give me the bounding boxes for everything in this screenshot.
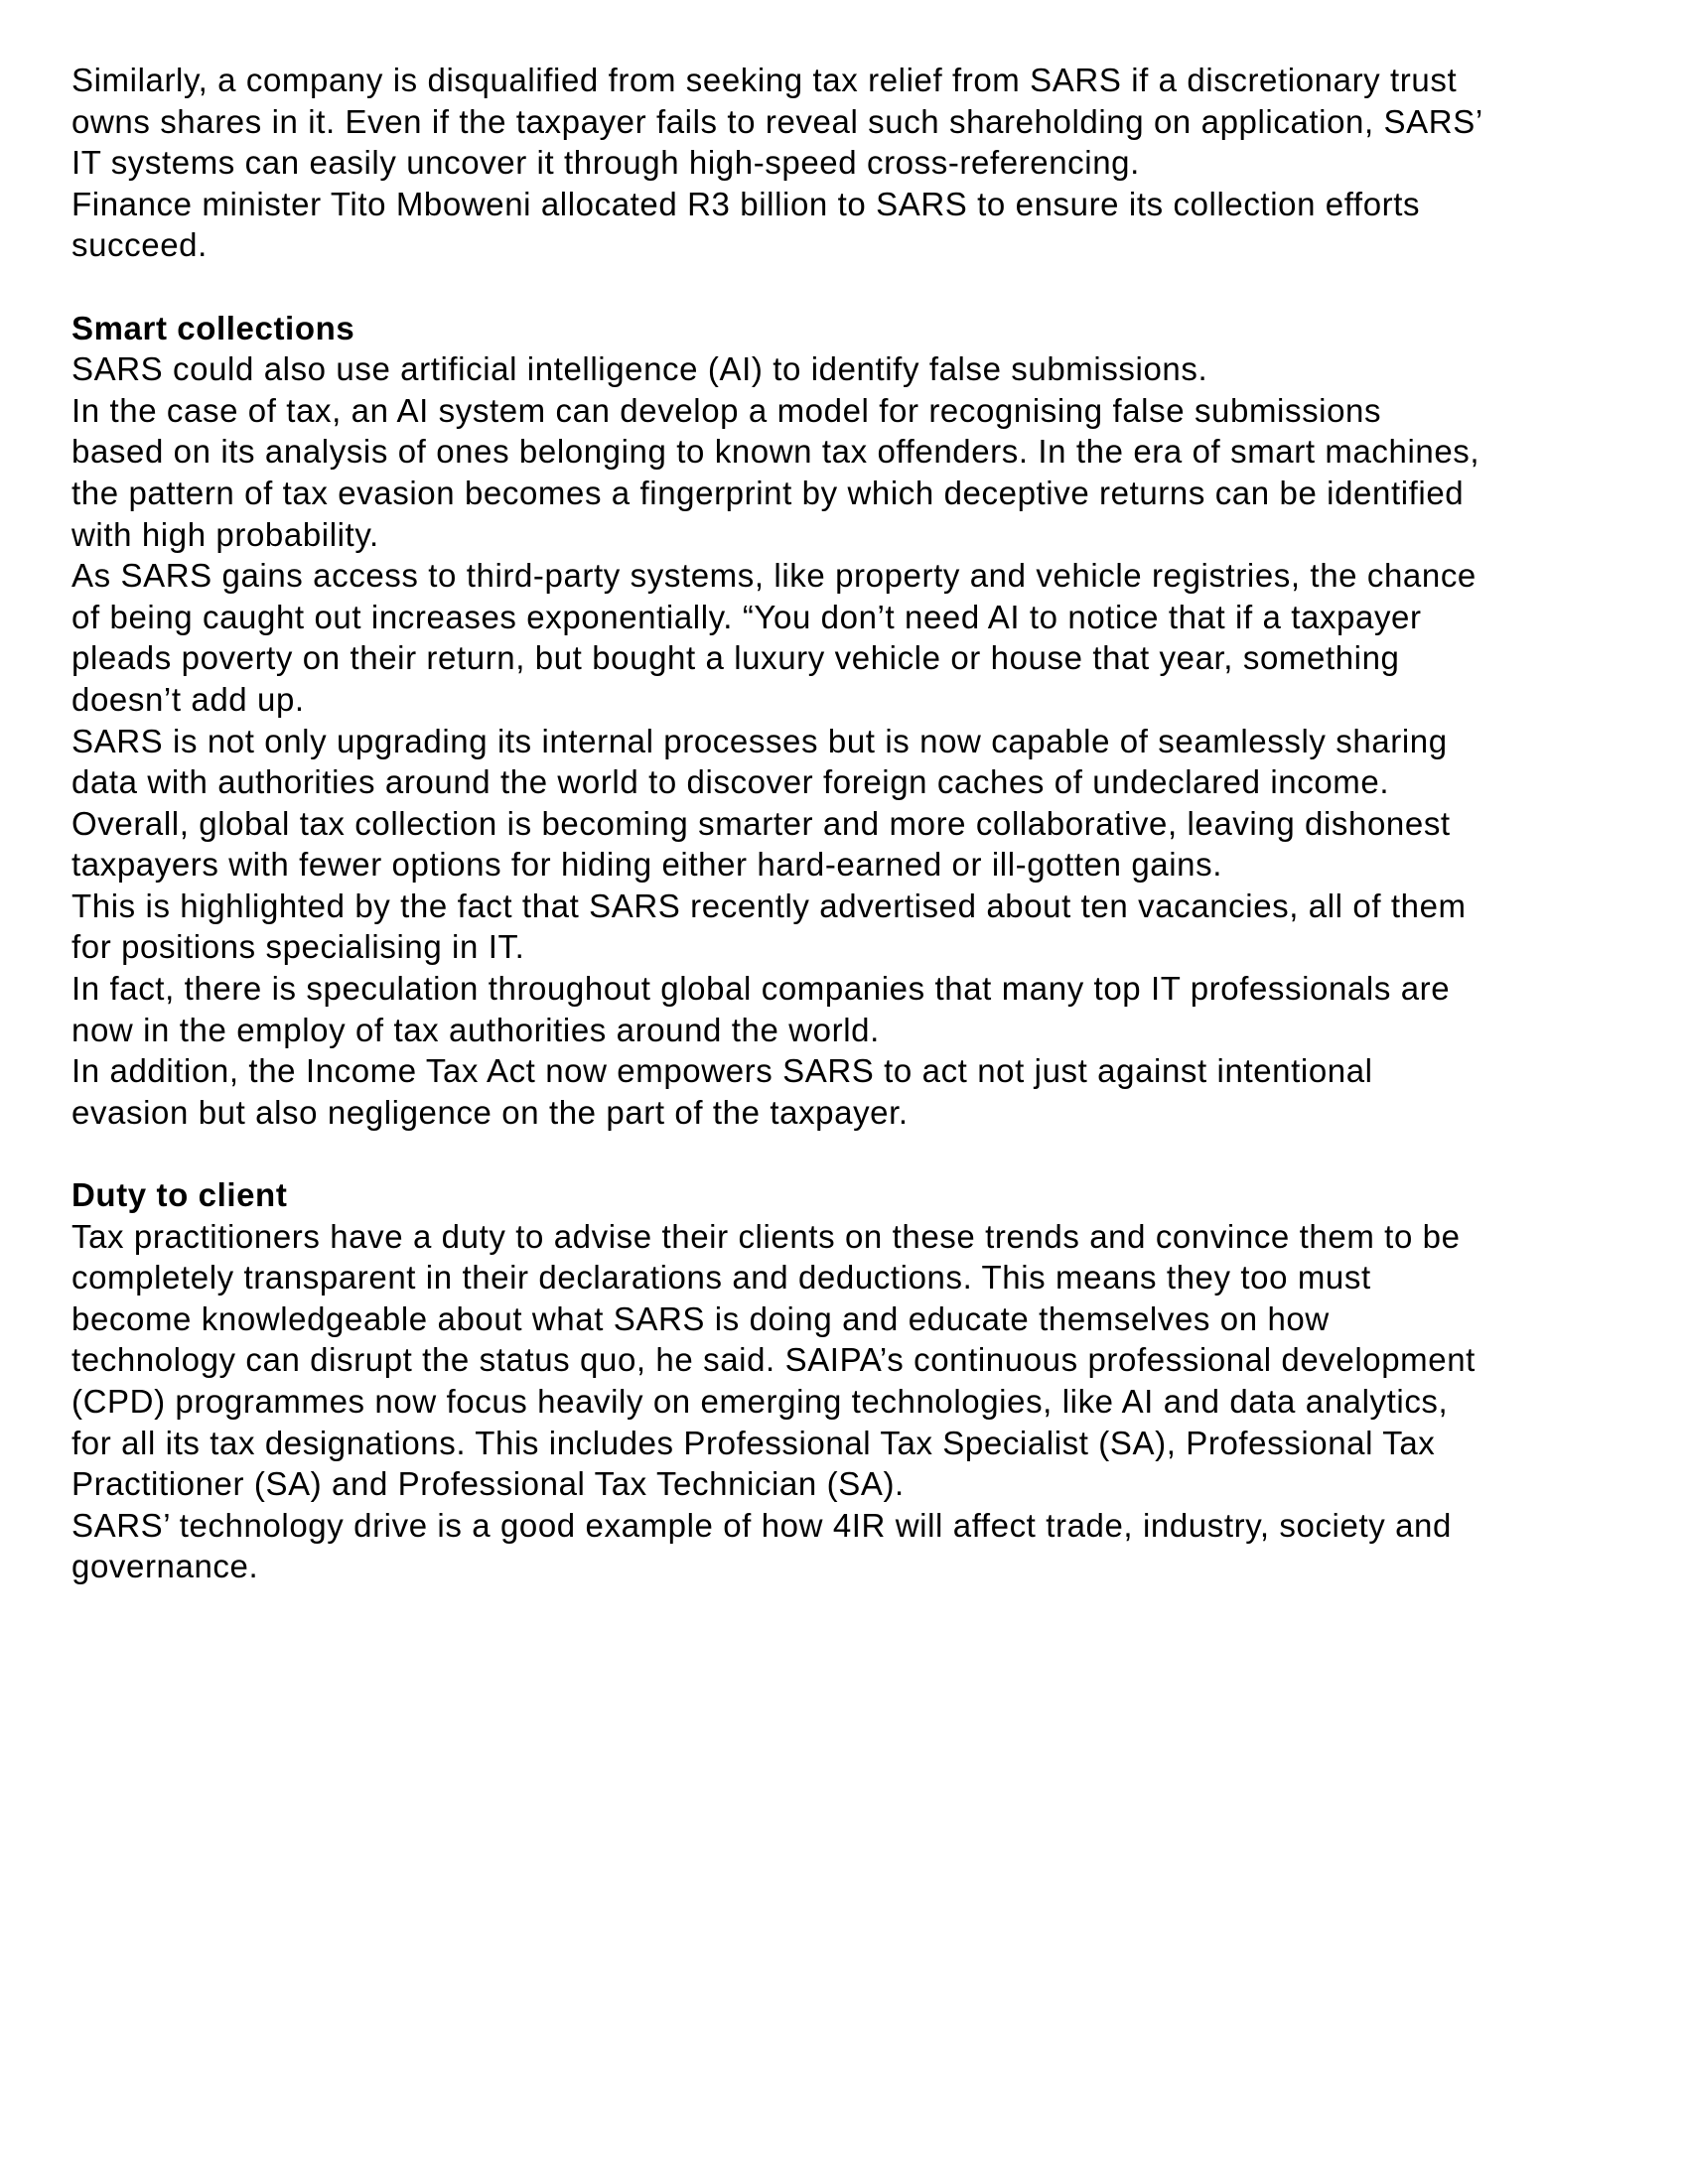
- text-line: technology can disrupt the status quo, he said. SAIPA’s continuous professional development: [71, 1341, 1476, 1379]
- paragraph: [71, 60, 1620, 184]
- text-line: for all its tax designations. This includes Professional Tax Specialist (SA), Professional Tax: [71, 1424, 1436, 1461]
- paragraph: [71, 1050, 1620, 1133]
- text-line: pleads poverty on their return, but bought a luxury vehicle or house that year, something: [71, 639, 1400, 677]
- text-line: In the case of tax, an AI system can develop a model for recognising false submissions: [71, 391, 1382, 429]
- paragraph: [71, 803, 1620, 886]
- text-line: succeed.: [71, 226, 208, 264]
- text-line: for positions specialising in IT.: [71, 928, 525, 966]
- text-line: Practitioner (SA) and Professional Tax Technician (SA).: [71, 1465, 905, 1503]
- text-line: owns shares in it. Even if the taxpayer fails to reveal such shareholding on application, SARS’: [71, 102, 1483, 140]
- paragraph: [71, 184, 1620, 266]
- text-line: This is highlighted by the fact that SARS recently advertised about ten vacancies, all of them: [71, 887, 1467, 924]
- paragraph: [71, 886, 1620, 968]
- blank-line: [71, 1133, 1620, 1174]
- text-line: Similarly, a company is disqualified from seeking tax relief from SARS if a discretionary trust: [71, 62, 1458, 98]
- text-line: completely transparent in their declarations and deductions. This means they too must: [71, 1259, 1371, 1297]
- text-line: IT systems can easily uncover it through high-speed cross-referencing.: [71, 144, 1140, 182]
- text-line: taxpayers with fewer options for hiding either hard-earned or ill-gotten gains.: [71, 846, 1223, 884]
- paragraph: [71, 1505, 1620, 1587]
- text-line: of being caught out increases exponentially. “You don’t need AI to notice that if a taxpayer: [71, 598, 1422, 635]
- text-line: In addition, the Income Tax Act now empowers SARS to act not just against intentional: [71, 1052, 1373, 1090]
- text-line: SARS is not only upgrading its internal processes but is now capable of seamlessly sharing: [71, 722, 1448, 759]
- text-line: SARS could also use artificial intelligence (AI) to identify false submissions.: [71, 350, 1208, 388]
- text-line: In fact, there is speculation throughout global companies that many top IT professionals are: [71, 970, 1451, 1008]
- text-line: SARS’ technology drive is a good example of how 4IR will affect trade, industry, society and: [71, 1506, 1452, 1544]
- paragraph: [71, 721, 1620, 803]
- section-heading: Smart collections: [71, 309, 355, 346]
- text-line: As SARS gains access to third-party systems, like property and vehicle registries, the chance: [71, 557, 1477, 595]
- paragraph: [71, 555, 1620, 720]
- paragraph: [71, 390, 1620, 555]
- paragraph: [71, 968, 1620, 1050]
- text-line: Overall, global tax collection is becoming smarter and more collaborative, leaving dishonest: [71, 804, 1451, 842]
- text-line: Tax practitioners have a duty to advise their clients on these trends and convince them to be: [71, 1217, 1461, 1255]
- text-line: the pattern of tax evasion becomes a fingerprint by which deceptive returns can be identified: [71, 474, 1465, 511]
- text-line: (CPD) programmes now focus heavily on emerging technologies, like AI and data analytics,: [71, 1383, 1449, 1420]
- section-heading: Duty to client: [71, 1176, 288, 1214]
- paragraph: [71, 348, 1620, 390]
- text-line: with high probability.: [71, 515, 379, 553]
- text-line: become knowledgeable about what SARS is doing and educate themselves on how: [71, 1299, 1330, 1337]
- text-line: now in the employ of tax authorities around the world.: [71, 1011, 880, 1048]
- text-line: data with authorities around the world to discover foreign caches of undeclared income.: [71, 763, 1390, 801]
- document-content: [71, 60, 1620, 1587]
- text-line: governance.: [71, 1548, 259, 1585]
- text-line: Finance minister Tito Mboweni allocated R3 billion to SARS to ensure its collection efforts: [71, 185, 1421, 222]
- text-line: based on its analysis of ones belonging to known tax offenders. In the era of smart machines,: [71, 433, 1480, 471]
- text-line: doesn’t add up.: [71, 680, 305, 718]
- paragraph: [71, 1216, 1620, 1505]
- text-line: evasion but also negligence on the part of the taxpayer.: [71, 1093, 909, 1131]
- blank-line: [71, 266, 1620, 308]
